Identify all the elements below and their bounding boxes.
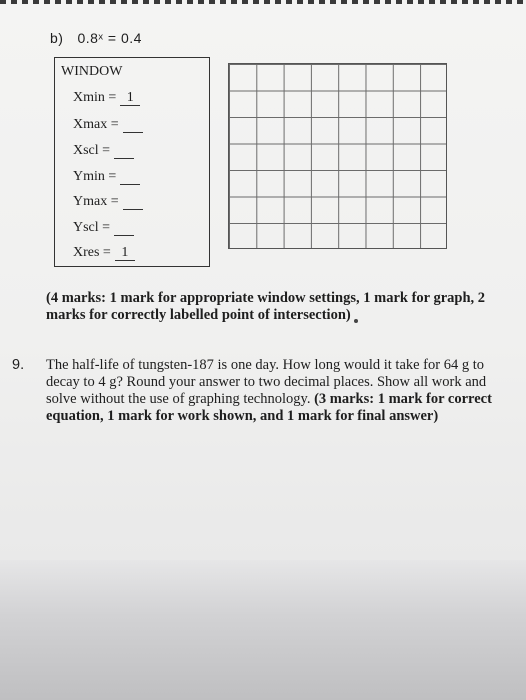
setting-ymin <box>73 169 140 185</box>
setting-value-blank: 1 <box>120 91 140 106</box>
part-b-equation: 0.8ˣ = 0.4 <box>77 30 142 46</box>
setting-label: Xscl = <box>73 143 111 158</box>
setting-xres <box>73 245 135 261</box>
marks-note: (4 marks: 1 mark for appropriate window settings, 1 mark for graph, 2 marks for correctly labelled point of intersection) <box>46 290 486 323</box>
question-9-body: The half-life of tungsten-187 is one day. How long would it take for 64 g to decay to 4 g? Round your answer to two decimal places. Show all work and solve without the use of graphing technology. <box>46 357 487 407</box>
setting-label: Xres = <box>73 245 111 260</box>
window-title: WINDOW <box>61 64 123 79</box>
blank-graph-grid <box>228 63 447 249</box>
pen-mark <box>354 319 358 323</box>
setting-label: Xmax = <box>73 117 119 132</box>
setting-label: Ymin = <box>73 169 117 184</box>
setting-value-blank <box>123 195 143 210</box>
background-surface <box>0 560 526 700</box>
setting-label: Yscl = <box>73 220 111 235</box>
setting-value-blank <box>114 144 134 159</box>
part-b-label: b) <box>50 30 64 46</box>
setting-xmax <box>73 117 143 133</box>
setting-xmin <box>73 90 140 106</box>
part-b-heading <box>50 30 142 46</box>
setting-value-blank <box>120 170 140 185</box>
question-number: 9. <box>12 357 25 373</box>
question-9-text <box>46 357 516 425</box>
question-9-marks: (3 marks: 1 mark for correct equation, 1 mark for work shown, and 1 mark for final answer) <box>46 391 492 424</box>
window-settings-box <box>54 57 210 267</box>
dashed-border <box>0 0 526 4</box>
setting-yscl <box>73 220 134 236</box>
setting-label: Ymax = <box>73 194 119 209</box>
setting-value-blank <box>114 221 134 236</box>
setting-xscl <box>73 143 134 159</box>
setting-value-blank <box>123 118 143 133</box>
setting-value-blank: 1 <box>115 246 135 261</box>
setting-label: Xmin = <box>73 90 117 105</box>
setting-ymax <box>73 194 143 210</box>
